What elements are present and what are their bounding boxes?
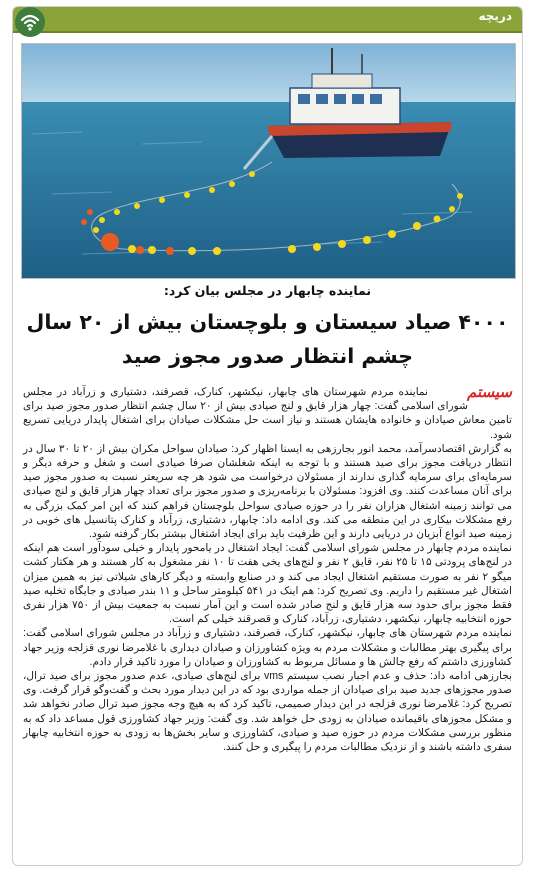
article-paragraph: به گزارش اقتصادسرآمد، محمد انور بجارزهی به ایسنا اظهار کرد: صیادان سواحل مکران بیش از ۲۰ تا ۳۰ سال در انتظار دریافت مجوز برای صید هستند و با توجه به اینکه شغلشان صرفا صیادی است و شغل و حرفه دیگر و سرمایه‌ای برای سرمایه گذاری ندارند از مسئولان درخواست می شود هر چه سریعتر نسبت به صدور مجوز صید برای آنان مساعدت کنند. وی افزود: مسئولان با برنامه‌ریزی و صدور مجوز برای تعداد چهار هزار قایق و لنج صیادی می توانند زمینه اشتغال هزاران نفر را در حوزه صیادی سواحل بلوچستان فراهم کنند که این امر کمک بزرگی به رفع مشکلات بیکاری در این منطقه می کند. وی ادامه داد: چابهار، دشتیاری، زرآباد و کنارک پتانسیل های خوبی در زمینه صید انواع آبزیان در دریایی دارند و این ظرفیت باید برای ایجاد اشتغال بیشتر بکار گرفته شود.: [23, 442, 512, 541]
headline-line-2: چشم انتظار صدور مجوز صید: [121, 344, 414, 368]
source-logo: سیستم: [467, 383, 512, 401]
headline-line-1: ۴۰۰۰ صیاد سیستان و بلوچستان بیش از ۲۰ سال: [26, 310, 509, 334]
section-label: دریچه: [478, 9, 512, 23]
article-photo: [21, 43, 516, 279]
article-paragraph: نماینده مردم شهرستان های چابهار، نیکشهر، کنارک، قصرقند، دشتیاری و زرآباد در مجلس شورای اسلامی گفت: چهار هزار قایق و لنج صیادی بیش از ۲۰ سال چشم انتظار صدور مجوز صید برای تامین معاش صیادان و خانواده هایشان هستند و نیاز است حل مشکلات صیادان برای اشتغال پایدار دریایی تسریع شود.: [23, 386, 512, 441]
wifi-icon: [15, 7, 45, 37]
article-headline: [21, 305, 514, 373]
section-header-bar: [13, 7, 522, 33]
article-paragraph: نماینده مردم شهرستان های چابهار، نیکشهر، کنارک، قصرقند، دشتیاری و زرآباد در مجلس شورای اسلامی گفت: برای پیگیری بهتر مطالبات و مشکلات مردم به ویژه کشاورزان و صیادان دیداری با غلامرضا نوری قزلجه وزیر جهاد کشاورزی داشتم که رفع چالش ها و مسائل مربوط به کشاورزان و صیادان را مورد تاکید قرار دادم.: [23, 627, 512, 668]
article-body: [23, 385, 512, 859]
article-subtitle: نماینده چابهار در مجلس بیان کرد:: [163, 283, 372, 298]
article-paragraph: بجارزهی ادامه داد: حذف و عدم اجبار نصب سیستم vms برای لنج‌های صیادی، عدم صدور مجوز برای صید ترال، صدور مجوزهای جدید صید برای صیادان از جمله مواردی بود که در این دیدار مورد بحث و گفت‌وگو قرار گرفت. وی تصریح کرد: غلامرضا نوری قزلجه در این دیدار صمیمی، تاکید کرد که به هیچ وجه مجوز صید ترال صادر نخواهد شد و مشکل مجوزهای باقیمانده صیادان به زودی حل خواهد شد. وی گفت: وزیر جهاد کشاورزی قول مساعد داد که به منظور بررسی مشکلات مردم در حوزه صید و صیادی، کشاورزی و سایر بخش‌ها به زودی به حوزه انتخابیه چابهار سفری داشته باشند و از نزدیک مطالبات مردم را پیگیری و حل کنند.: [23, 670, 513, 754]
newspaper-page: [12, 6, 523, 866]
article-paragraph: نماینده مردم چابهار در مجلس شورای اسلامی گفت: ایجاد اشتغال در یامحور پایدار و خیلی سودآور است هم اینکه در لنج‌های پرودتی ۱۵ تا ۲۵ نفر، قایق ۲ نفر و لنج‌های یخی هفت تا ۱۰ نفر مشغول به کار هستند و هر هکتار کشت میگو ۲ نفر به صورت مستقیم اشتغال ایجاد می کند و در صنایع وابسته و دیگر کارهای شیلاتی نیز به همین میزان اشتغال غیر مستقیم را داریم. وی تصریح کرد: هم اینک در ۵۴۱ کیلومتر ساحل و ۱۱ بندر صیادی و جایگاه تخلیه صید فقط مجوز برای حدود سه هزار قایق و لنج صادر شده است و این آمار نسبت به جمعیت بیش از ۷۵۰ هزار نفری حوزه انتخابیه چابهار، نیکشهر، دشتیاری، زرآباد، کنارک و قصرقند خیلی کم است.: [23, 542, 513, 626]
